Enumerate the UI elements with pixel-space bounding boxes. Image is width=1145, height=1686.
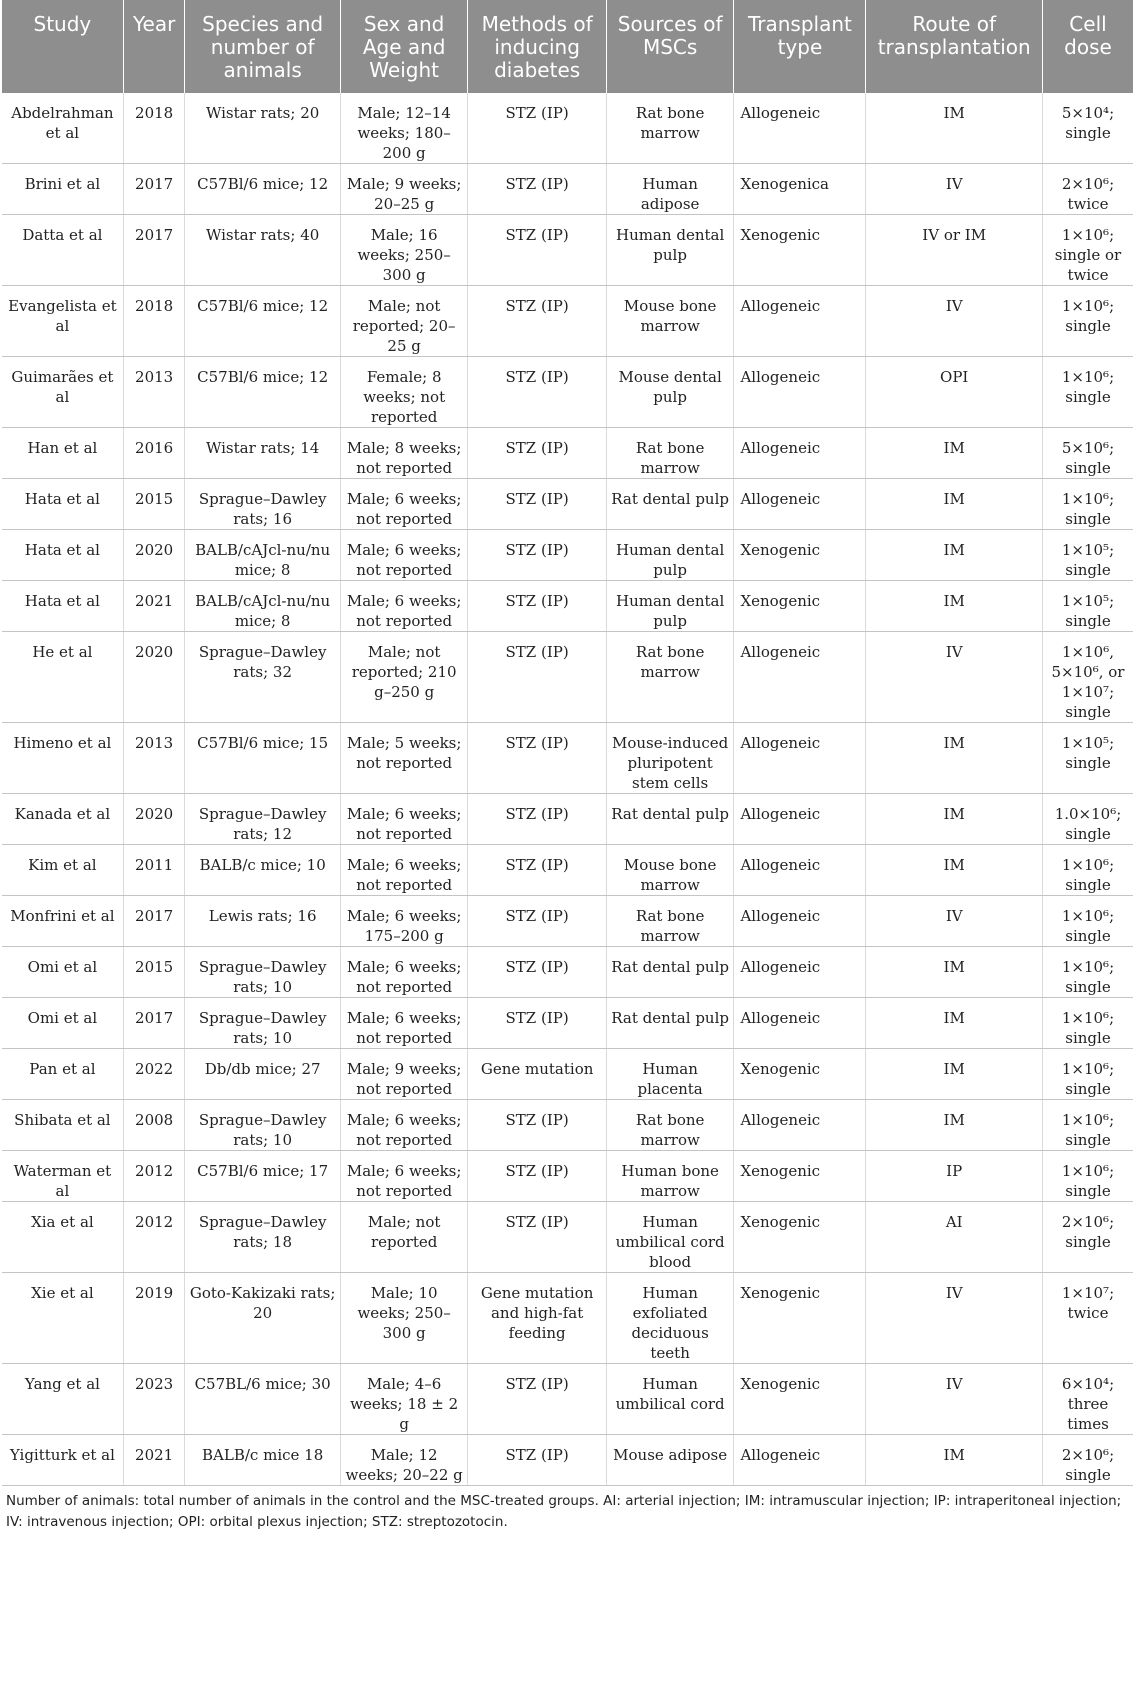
cell-species: Wistar rats; 40 [185,215,340,286]
table-footnote: Number of animals: total number of animals in the control and the MSC-treated groups. AI: arterial injection; IM: intramuscular injection; IP: intraperitoneal injection; IV: intravenous injection; OPI: orbital plexus injection; STZ: streptozotocin. [6,1493,1122,1530]
table-row [2,1100,1133,1151]
cell-source: Human umbilical cord [606,1364,734,1435]
cell-sex-age-weight: Male; 6 weeks; not reported [340,530,468,581]
cell-year: 2023 [123,1364,185,1435]
cell-method: STZ (IP) [468,632,606,723]
cell-species: Sprague–Dawley rats; 12 [185,794,340,845]
cell-species: Wistar rats; 14 [185,428,340,479]
cell-cell-dose: 2×10⁶; single [1043,1202,1134,1273]
header-methods: Methods of inducing diabetes [468,0,606,93]
cell-species: Lewis rats; 16 [185,896,340,947]
cell-method: STZ (IP) [468,530,606,581]
cell-species: C57Bl/6 mice; 12 [185,164,340,215]
cell-sex-age-weight: Male; 6 weeks; not reported [340,1100,468,1151]
cell-species: C57Bl/6 mice; 17 [185,1151,340,1202]
cell-sex-age-weight: Male; 6 weeks; not reported [340,947,468,998]
cell-year: 2021 [123,581,185,632]
table-row [2,632,1133,723]
table-row [2,1273,1133,1364]
cell-cell-dose: 1×10⁶; single [1043,357,1134,428]
cell-sex-age-weight: Male; 8 weeks; not reported [340,428,468,479]
cell-species: C57Bl/6 mice; 15 [185,723,340,794]
cell-method: STZ (IP) [468,215,606,286]
cell-sex-age-weight: Male; 6 weeks; 175–200 g [340,896,468,947]
cell-transplant-type: Xenogenic [734,581,866,632]
cell-cell-dose: 1×10⁶; single [1043,1100,1134,1151]
table-row [2,215,1133,286]
cell-sex-age-weight: Male; 6 weeks; not reported [340,1151,468,1202]
cell-study: Han et al [2,428,123,479]
cell-source: Human adipose [606,164,734,215]
header-transplant-type: Transplant type [734,0,866,93]
cell-route: IV [866,896,1043,947]
cell-method: STZ (IP) [468,896,606,947]
cell-cell-dose: 5×10⁶; single [1043,428,1134,479]
cell-method: STZ (IP) [468,93,606,164]
cell-cell-dose: 1×10⁶; single [1043,479,1134,530]
cell-transplant-type: Xenogenic [734,215,866,286]
cell-species: Sprague–Dawley rats; 10 [185,947,340,998]
cell-species: Sprague–Dawley rats; 16 [185,479,340,530]
cell-sex-age-weight: Male; 5 weeks; not reported [340,723,468,794]
cell-transplant-type: Allogeneic [734,357,866,428]
cell-sex-age-weight: Male; not reported; 210 g–250 g [340,632,468,723]
cell-study: Xia et al [2,1202,123,1273]
table-row [2,896,1133,947]
cell-route: IV [866,164,1043,215]
cell-species: Wistar rats; 20 [185,93,340,164]
cell-method: STZ (IP) [468,1202,606,1273]
cell-year: 2013 [123,723,185,794]
cell-transplant-type: Allogeneic [734,1435,866,1486]
cell-transplant-type: Xenogenica [734,164,866,215]
cell-method: Gene mutation [468,1049,606,1100]
cell-cell-dose: 1×10⁵; single [1043,723,1134,794]
cell-year: 2008 [123,1100,185,1151]
header-cell-dose: Cell dose [1043,0,1134,93]
cell-transplant-type: Allogeneic [734,723,866,794]
cell-route: IM [866,479,1043,530]
cell-year: 2011 [123,845,185,896]
table-row [2,581,1133,632]
cell-sex-age-weight: Female; 8 weeks; not reported [340,357,468,428]
cell-species: Sprague–Dawley rats; 32 [185,632,340,723]
cell-year: 2015 [123,947,185,998]
cell-cell-dose: 6×10⁴; three times [1043,1364,1134,1435]
cell-method: STZ (IP) [468,845,606,896]
cell-cell-dose: 1×10⁶; single or twice [1043,215,1134,286]
cell-route: OPI [866,357,1043,428]
cell-sex-age-weight: Male; not reported; 20–25 g [340,286,468,357]
cell-year: 2017 [123,215,185,286]
cell-cell-dose: 1.0×10⁶; single [1043,794,1134,845]
cell-source: Rat bone marrow [606,428,734,479]
cell-source: Mouse dental pulp [606,357,734,428]
cell-transplant-type: Allogeneic [734,428,866,479]
cell-sex-age-weight: Male; 9 weeks; 20–25 g [340,164,468,215]
cell-study: Himeno et al [2,723,123,794]
table-row [2,998,1133,1049]
cell-year: 2018 [123,286,185,357]
cell-source: Human placenta [606,1049,734,1100]
cell-sex-age-weight: Male; 10 weeks; 250–300 g [340,1273,468,1364]
header-row [2,0,1133,93]
cell-study: Shibata et al [2,1100,123,1151]
table-row [2,947,1133,998]
cell-route: IM [866,845,1043,896]
cell-year: 2018 [123,93,185,164]
cell-source: Human dental pulp [606,215,734,286]
cell-species: Goto-Kakizaki rats; 20 [185,1273,340,1364]
cell-cell-dose: 1×10⁶; single [1043,1049,1134,1100]
cell-source: Mouse-induced pluripotent stem cells [606,723,734,794]
cell-method: STZ (IP) [468,998,606,1049]
cell-year: 2015 [123,479,185,530]
cell-study: Yigitturk et al [2,1435,123,1486]
cell-method: STZ (IP) [468,1151,606,1202]
cell-transplant-type: Allogeneic [734,632,866,723]
cell-source: Human dental pulp [606,581,734,632]
cell-method: STZ (IP) [468,947,606,998]
table-row [2,1202,1133,1273]
cell-route: IM [866,1435,1043,1486]
cell-study: Hata et al [2,479,123,530]
cell-route: IM [866,947,1043,998]
cell-transplant-type: Allogeneic [734,947,866,998]
table-row [2,1049,1133,1100]
cell-study: Brini et al [2,164,123,215]
table-row [2,794,1133,845]
cell-species: Sprague–Dawley rats; 18 [185,1202,340,1273]
cell-route: IM [866,794,1043,845]
cell-sex-age-weight: Male; 9 weeks; not reported [340,1049,468,1100]
cell-cell-dose: 1×10⁷; twice [1043,1273,1134,1364]
cell-study: Monfrini et al [2,896,123,947]
cell-route: IV [866,1273,1043,1364]
cell-study: Datta et al [2,215,123,286]
cell-transplant-type: Xenogenic [734,1202,866,1273]
cell-cell-dose: 1×10⁶; single [1043,845,1134,896]
cell-study: Guimarães et al [2,357,123,428]
cell-study: Hata et al [2,581,123,632]
cell-sex-age-weight: Male; 6 weeks; not reported [340,794,468,845]
cell-method: STZ (IP) [468,357,606,428]
cell-route: IM [866,998,1043,1049]
cell-cell-dose: 2×10⁶; twice [1043,164,1134,215]
cell-species: BALB/c mice; 10 [185,845,340,896]
cell-transplant-type: Xenogenic [734,1273,866,1364]
table-row [2,1364,1133,1435]
cell-study: Evangelista et al [2,286,123,357]
cell-method: STZ (IP) [468,1364,606,1435]
header-sources: Sources of MSCs [606,0,734,93]
cell-source: Mouse bone marrow [606,286,734,357]
header-year: Year [123,0,185,93]
cell-year: 2021 [123,1435,185,1486]
cell-study: Kim et al [2,845,123,896]
cell-source: Human dental pulp [606,530,734,581]
cell-study: Abdelrahman et al [2,93,123,164]
table-row [2,357,1133,428]
cell-route: IM [866,723,1043,794]
cell-transplant-type: Xenogenic [734,530,866,581]
cell-source: Human umbilical cord blood [606,1202,734,1273]
studies-table [2,0,1133,1486]
cell-study: He et al [2,632,123,723]
cell-cell-dose: 5×10⁴; single [1043,93,1134,164]
cell-route: IM [866,581,1043,632]
cell-year: 2016 [123,428,185,479]
cell-study: Yang et al [2,1364,123,1435]
header-route: Route of transplantation [866,0,1043,93]
cell-cell-dose: 1×10⁵; single [1043,530,1134,581]
table-row [2,1151,1133,1202]
cell-route: IV [866,286,1043,357]
cell-source: Rat bone marrow [606,632,734,723]
cell-source: Mouse bone marrow [606,845,734,896]
cell-route: AI [866,1202,1043,1273]
cell-method: STZ (IP) [468,286,606,357]
cell-sex-age-weight: Male; 6 weeks; not reported [340,479,468,530]
cell-year: 2012 [123,1202,185,1273]
cell-study: Kanada et al [2,794,123,845]
cell-source: Rat dental pulp [606,947,734,998]
table-row [2,164,1133,215]
cell-species: C57Bl/6 mice; 12 [185,286,340,357]
cell-method: STZ (IP) [468,723,606,794]
cell-sex-age-weight: Male; 12–14 weeks; 180–200 g [340,93,468,164]
table-row [2,1435,1133,1486]
cell-sex-age-weight: Male; not reported [340,1202,468,1273]
cell-method: STZ (IP) [468,479,606,530]
cell-route: IM [866,428,1043,479]
header-sex-age-weight: Sex and Age and Weight [340,0,468,93]
cell-route: IV [866,632,1043,723]
cell-sex-age-weight: Male; 16 weeks; 250–300 g [340,215,468,286]
cell-year: 2013 [123,357,185,428]
cell-source: Rat dental pulp [606,479,734,530]
cell-species: Sprague–Dawley rats; 10 [185,998,340,1049]
cell-transplant-type: Allogeneic [734,93,866,164]
cell-year: 2017 [123,896,185,947]
cell-study: Omi et al [2,998,123,1049]
cell-transplant-type: Allogeneic [734,286,866,357]
table-row [2,530,1133,581]
cell-cell-dose: 1×10⁶; single [1043,1151,1134,1202]
cell-source: Rat dental pulp [606,998,734,1049]
cell-method: STZ (IP) [468,1435,606,1486]
cell-study: Pan et al [2,1049,123,1100]
cell-sex-age-weight: Male; 6 weeks; not reported [340,581,468,632]
cell-cell-dose: 1×10⁶; single [1043,947,1134,998]
cell-year: 2017 [123,998,185,1049]
cell-study: Waterman et al [2,1151,123,1202]
cell-transplant-type: Allogeneic [734,896,866,947]
cell-cell-dose: 1×10⁶; single [1043,286,1134,357]
cell-cell-dose: 1×10⁶; single [1043,998,1134,1049]
cell-method: Gene mutation and high-fat feeding [468,1273,606,1364]
cell-species: BALB/cAJcl-nu/nu mice; 8 [185,581,340,632]
cell-year: 2019 [123,1273,185,1364]
cell-route: IM [866,93,1043,164]
table-row [2,286,1133,357]
cell-source: Rat bone marrow [606,93,734,164]
table-row [2,479,1133,530]
cell-species: BALB/c mice 18 [185,1435,340,1486]
cell-study: Omi et al [2,947,123,998]
table-row [2,428,1133,479]
cell-year: 2020 [123,632,185,723]
cell-year: 2020 [123,794,185,845]
cell-sex-age-weight: Male; 6 weeks; not reported [340,998,468,1049]
cell-species: C57BL/6 mice; 30 [185,1364,340,1435]
table-row [2,845,1133,896]
cell-transplant-type: Allogeneic [734,1100,866,1151]
table-row [2,93,1133,164]
cell-species: C57Bl/6 mice; 12 [185,357,340,428]
header-species: Species and number of animals [185,0,340,93]
cell-species: BALB/cAJcl-nu/nu mice; 8 [185,530,340,581]
cell-transplant-type: Allogeneic [734,845,866,896]
cell-year: 2012 [123,1151,185,1202]
cell-cell-dose: 2×10⁶; single [1043,1435,1134,1486]
cell-transplant-type: Allogeneic [734,998,866,1049]
cell-source: Rat dental pulp [606,794,734,845]
cell-sex-age-weight: Male; 12 weeks; 20–22 g [340,1435,468,1486]
cell-source: Rat bone marrow [606,896,734,947]
cell-study: Xie et al [2,1273,123,1364]
cell-route: IM [866,1049,1043,1100]
cell-transplant-type: Xenogenic [734,1049,866,1100]
cell-cell-dose: 1×10⁶, 5×10⁶, or 1×10⁷; single [1043,632,1134,723]
cell-transplant-type: Allogeneic [734,794,866,845]
cell-transplant-type: Xenogenic [734,1364,866,1435]
cell-transplant-type: Xenogenic [734,1151,866,1202]
cell-method: STZ (IP) [468,164,606,215]
table-row [2,723,1133,794]
cell-method: STZ (IP) [468,581,606,632]
cell-sex-age-weight: Male; 4–6 weeks; 18 ± 2 g [340,1364,468,1435]
cell-route: IV [866,1364,1043,1435]
cell-study: Hata et al [2,530,123,581]
cell-sex-age-weight: Male; 6 weeks; not reported [340,845,468,896]
cell-source: Human bone marrow [606,1151,734,1202]
cell-year: 2022 [123,1049,185,1100]
cell-route: IM [866,530,1043,581]
cell-year: 2020 [123,530,185,581]
cell-species: Sprague–Dawley rats; 10 [185,1100,340,1151]
cell-route: IM [866,1100,1043,1151]
cell-year: 2017 [123,164,185,215]
cell-method: STZ (IP) [468,428,606,479]
cell-source: Rat bone marrow [606,1100,734,1151]
cell-cell-dose: 1×10⁶; single [1043,896,1134,947]
cell-source: Human exfoliated deciduous teeth [606,1273,734,1364]
cell-cell-dose: 1×10⁵; single [1043,581,1134,632]
header-study: Study [2,0,123,93]
cell-route: IV or IM [866,215,1043,286]
cell-method: STZ (IP) [468,794,606,845]
cell-species: Db/db mice; 27 [185,1049,340,1100]
cell-method: STZ (IP) [468,1100,606,1151]
cell-source: Mouse adipose [606,1435,734,1486]
cell-transplant-type: Allogeneic [734,479,866,530]
cell-route: IP [866,1151,1043,1202]
